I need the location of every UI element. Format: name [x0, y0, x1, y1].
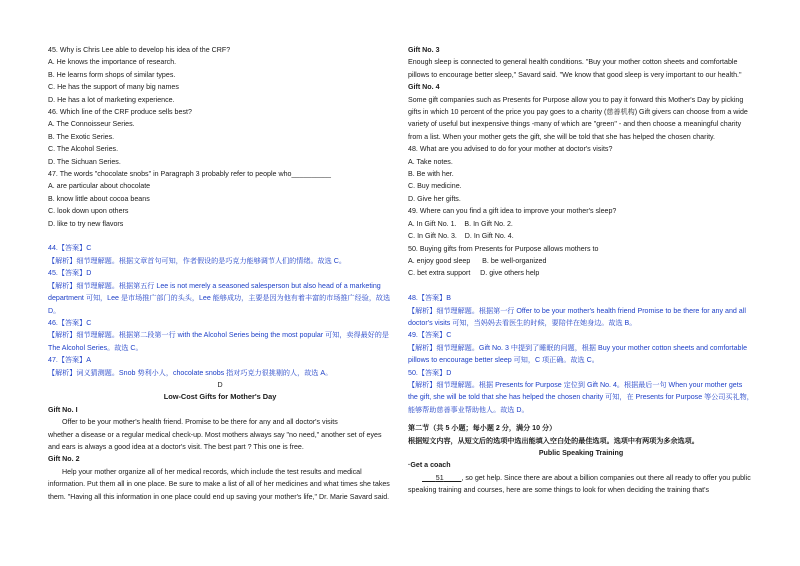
option: C. look down upon others	[48, 207, 129, 216]
question-47: 47. The words "chocolate snobs" in Paragraph 3 probably refer to people who__________	[48, 170, 331, 179]
option-row	[408, 230, 754, 242]
coach-heading: ·Get a coach	[408, 461, 451, 470]
gift-1-heading: Gift No. I	[48, 405, 78, 414]
explanation-47: 【解析】词义猜测题。Snob 势利小人，chocolate snobs 指对巧克力很挑剔的人，故选 A。	[48, 368, 333, 377]
option: C. The Alcohol Series.	[48, 145, 119, 154]
answer-47: 47.【答案】A	[48, 356, 91, 365]
option: D. Give her gifts.	[408, 194, 461, 203]
gift-2-body: Help your mother organize all of her medical records, which include the test results and medical information. Put them all in one place. Be sure to make a list of all of her medicines and what times she takes them. "Having all this information in one place could end up saving your mother's life," Dr. Marie Savard said.	[48, 467, 390, 501]
coach-paragraph	[408, 472, 754, 497]
option: D. give others help	[480, 269, 540, 278]
option: A. Take notes.	[408, 157, 453, 166]
passage-2-title: Public Speaking Training	[538, 448, 624, 457]
option: B. He learns form shops of similar types.	[48, 70, 176, 79]
left-column	[48, 44, 392, 503]
option: A. are particular about chocolate	[48, 182, 151, 191]
option: A. He knows the importance of research.	[48, 58, 177, 67]
question-46: 46. Which line of the CRF produce sells best?	[48, 108, 192, 117]
option: D. He has a lot of marketing experience.	[48, 95, 175, 104]
answer-44: 44.【答案】C	[48, 244, 92, 253]
explanation-50: 【解析】细节理解题。根据 Presents for Purpose 定位到 Gift No. 4。根据最后一句 When your mother gets the gift, she will be told that she has helped the chosen charity 可知，在 Presents for Purpose 等公司买礼物，能够帮助慈善事业帮助他人。故选 D。	[408, 380, 754, 414]
blank-number: 51	[435, 473, 444, 482]
option: A. enjoy good sleep	[408, 256, 471, 265]
gift-1-line-1: Offer to be your mother's health friend. Promise to be there for any and all doctor's visits	[62, 418, 338, 427]
question-49: 49. Where can you find a gift idea to improve your mother's sleep?	[408, 207, 617, 216]
explanation-44: 【解析】细节理解题。根据文章首句可知，作者假设的是巧克力能够调节人们的情绪。故选 C。	[48, 256, 346, 265]
coach-body: , so get help. Since there are about a billion companies out there all ready to offer you public speaking training and courses, here are some things to look for when deciding the training that's	[408, 473, 751, 495]
option-row	[408, 255, 754, 267]
gift-4-body: Some gift companies such as Presents for Purpose allow you to pay it forward this Mother's Day by picking gifts in which 10 percent of the price you pay goes to a charity (慈善机构) Gift givers can choose from a wide variety of useful but inexpensive things -many of which are "green" - and then choose a meaningful charity from a list. When your mother gets the gift, she will be told that she has helped the chosen charity.	[408, 95, 748, 141]
option: A. The Connoisseur Series.	[48, 120, 135, 129]
gift-3-heading: Gift No. 3	[408, 46, 440, 54]
right-column	[408, 44, 754, 497]
answer-49: 49.【答案】C	[408, 331, 452, 340]
gift-4-heading: Gift No. 4	[408, 83, 440, 92]
option: C. Buy medicine.	[408, 182, 462, 191]
explanation-45: 【解析】细节理解题。根据第五行 Lee is not merely a seasoned salesperson but also head of a marketing department 可知，Lee 是市场推广部门的头头，Lee 能够成功，主要是因为他有着丰富的市场推广经验，故选 D。	[48, 281, 391, 315]
question-50: 50. Buying gifts from Presents for Purpose allows mothers to	[408, 244, 599, 253]
explanation-46: 【解析】细节理解题。根据第二段第一行 with the Alcohol Series being the most popular 可知，卖得最好的是 The Alcohol Series。故选 C。	[48, 331, 389, 352]
option: B. be well-organized	[482, 256, 547, 265]
option-row	[408, 218, 754, 230]
option: A. In Gift No. 1.	[408, 219, 457, 228]
option: D. In Gift No. 4.	[464, 232, 514, 241]
question-48: 48. What are you advised to do for your mother at doctor's visits?	[408, 145, 613, 154]
option: C. He has the support of many big names	[48, 83, 179, 92]
option: C. bet extra support	[408, 269, 471, 278]
option: B. Be with her.	[408, 170, 454, 179]
question-45: 45. Why is Chris Lee able to develop his idea of the CRF?	[48, 46, 231, 54]
answer-46: 46.【答案】C	[48, 318, 92, 327]
gift-1-line-2: whether a disease or a regular medical check-up. Most mothers always say "no need," another set of eyes and ears is always a good idea at a doctor's visit. The best part ? This one is free.	[48, 430, 382, 451]
section-letter: D	[217, 380, 223, 389]
explanation-49: 【解析】细节理解题。Gift No. 3 中提到了睡眠的问题，根据 Buy your mother cotton sheets and comfortable pillows to encourage better sleep 可知，C 项正确。故选 C。	[408, 343, 748, 365]
option: D. like to try new flavors	[48, 219, 124, 228]
option: B. The Exotic Series.	[48, 132, 115, 141]
passage-title: Low-Cost Gifts for Mother's Day	[163, 392, 277, 402]
gift-2-heading: Gift No. 2	[48, 455, 80, 464]
section-2-heading: 第二节（共 5 小题；每小题 2 分，满分 10 分）	[408, 424, 557, 433]
answer-48: 48.【答案】B	[408, 294, 451, 303]
answer-50: 50.【答案】D	[408, 368, 452, 377]
option: C. In Gift No. 3.	[408, 232, 457, 241]
option: D. The Sichuan Series.	[48, 157, 121, 166]
option: B. know little about cocoa beans	[48, 194, 150, 203]
blank-51[interactable]	[422, 474, 461, 482]
answer-45: 45.【答案】D	[48, 269, 92, 278]
gift-3-body: Enough sleep is connected to general health conditions. "Buy your mother cotton sheets and comfortable pillows to encourage better sleep," Savard said. "We know that good sleep is very important to our health."	[408, 58, 742, 79]
section-2-instructions: 根据短文内容，从短文后的选项中选出能填入空白处的最佳选项。选项中有两项为多余选项。	[408, 436, 699, 445]
option-row	[408, 267, 754, 279]
explanation-48: 【解析】细节理解题。根据第一行 Offer to be your mother's health friend Promise to be there for any and all doctor's visits 可知，当妈妈去看医生的时候，要陪伴在她身边。故选 B。	[408, 306, 746, 327]
option: B. In Gift No. 2.	[464, 219, 513, 228]
